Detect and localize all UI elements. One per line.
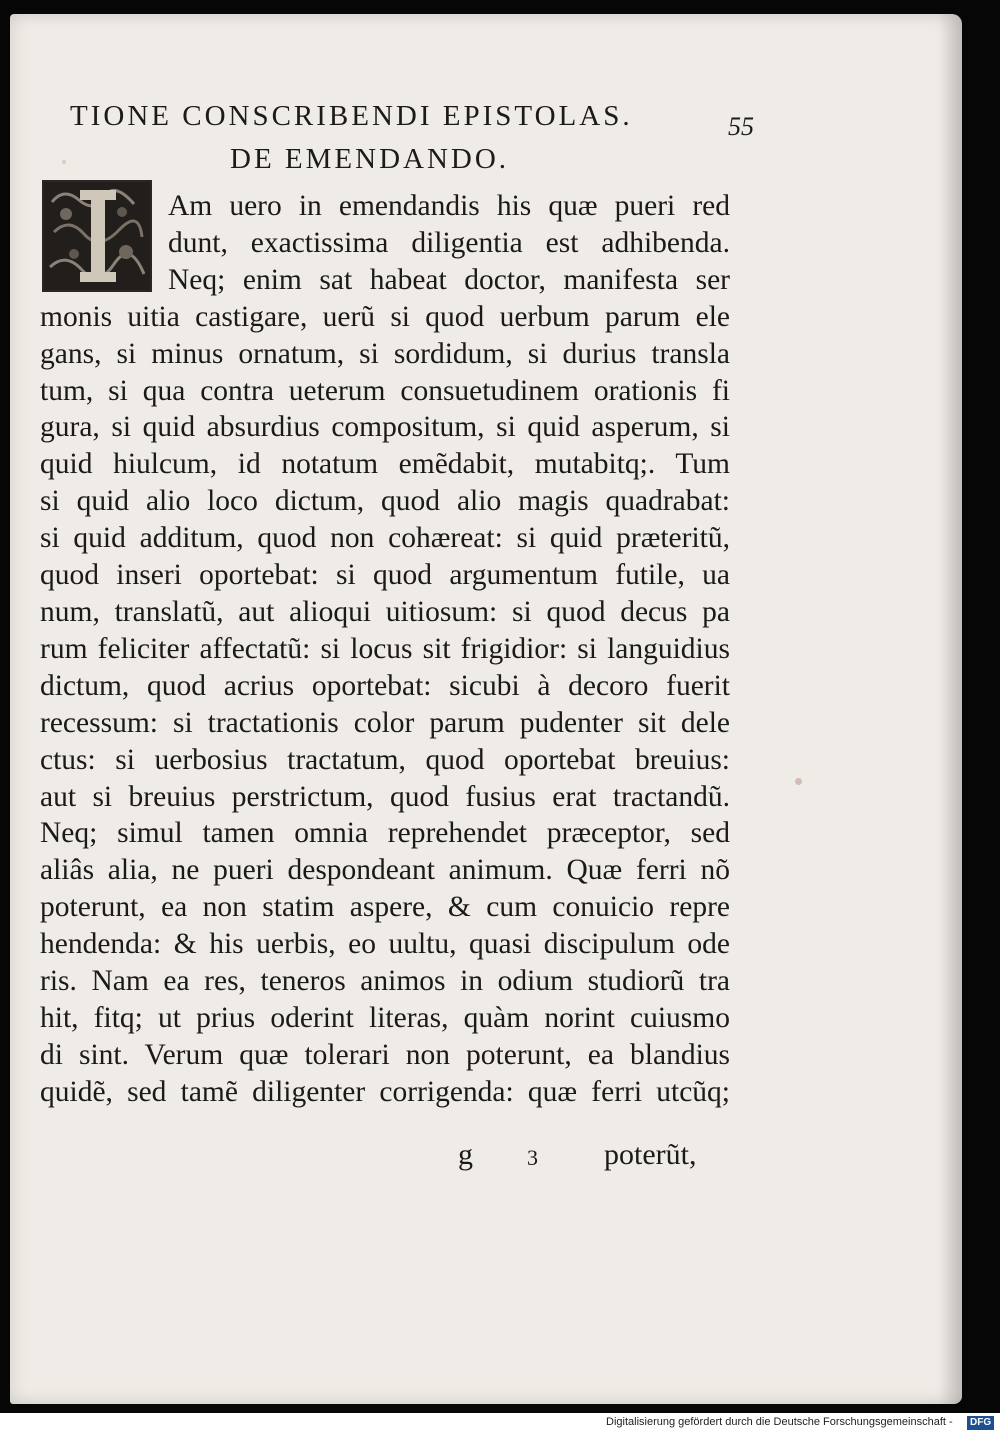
text-line: poterunt, ea non statim aspere, & cum conuicio repre (40, 891, 730, 924)
catchword: poterũt, (604, 1138, 697, 1171)
text-line: quod inseri oportebat: si quod argumentum futile, ua (40, 559, 730, 592)
digitization-credit: Digitalisierung gefördert durch die Deutsche Forschungsgemeinschaft - (606, 1416, 953, 1428)
text-line: Neq; enim sat habeat doctor, manifesta ser (168, 263, 730, 296)
dfg-logo: DFG (967, 1416, 994, 1430)
text-line: si quid additum, quod non cohæreat: si quid præteritũ, (40, 522, 730, 555)
signature-number: 3 (527, 1145, 538, 1170)
text-line: num, translatũ, aut alioqui uitiosum: si quod decus pa (40, 595, 730, 628)
section-title: DE EMENDANDO. (230, 143, 510, 175)
text-line: quid hiulcum, id notatum emẽdabit, mutabitq;. Tum (40, 448, 730, 481)
text-line: Neq; simul tamen omnia reprehendet præceptor, sed (40, 817, 730, 850)
paper-stain (795, 778, 802, 785)
text-line: hit, fitq; ut prius oderint literas, quàm norint cuiusmo (40, 1001, 730, 1034)
text-line: quidẽ, sed tamẽ diligenter corrigenda: quæ ferri utcũq; (40, 1075, 730, 1108)
text-line: aut si breuius perstrictum, quod fusius erat tractandũ. (40, 780, 730, 813)
text-line: si quid alio loco dictum, quod alio magis quadrabat: (40, 485, 730, 518)
text-line: rum feliciter affectatũ: si locus sit frigidior: si languidius (40, 632, 730, 665)
text-line: hendenda: & his uerbis, eo uultu, quasi discipulum ode (40, 928, 730, 961)
text-line: recessum: si tractationis color parum pudenter sit dele (40, 706, 730, 739)
text-line: dunt, exactissima diligentia est adhibenda. (168, 226, 730, 259)
text-line: Am uero in emendandis his quæ pueri red (168, 190, 730, 222)
paper-stain (62, 160, 66, 164)
text-line: tum, si qua contra ueterum consuetudinem orationis fi (40, 374, 730, 407)
text-line: gans, si minus ornatum, si sordidum, si durius transla (40, 337, 730, 370)
signature-mark: g (458, 1138, 473, 1171)
body-text (40, 188, 730, 1111)
text-line: ris. Nam ea res, teneros animos in odium studiorũ tra (40, 965, 730, 998)
text-line: dictum, quod acrius oportebat: sicubi à decoro fuerit (40, 669, 730, 702)
text-line: ctus: si uerbosius tractatum, quod oportebat breuius: (40, 743, 730, 776)
running-head: TIONE CONSCRIBENDI EPISTOLAS. (70, 100, 633, 132)
text-line: aliâs alia, ne pueri despondeant animum. Quæ ferri nõ (40, 854, 730, 887)
page-number: 55 (728, 112, 754, 141)
text-line: di sint. Verum quæ tolerari non poterunt, ea blandius (40, 1038, 730, 1071)
text-line: monis uitia castigare, uerũ si quod uerbum parum ele (40, 300, 730, 333)
text-line: gura, si quid absurdius compositum, si quid asperum, si (40, 411, 730, 444)
